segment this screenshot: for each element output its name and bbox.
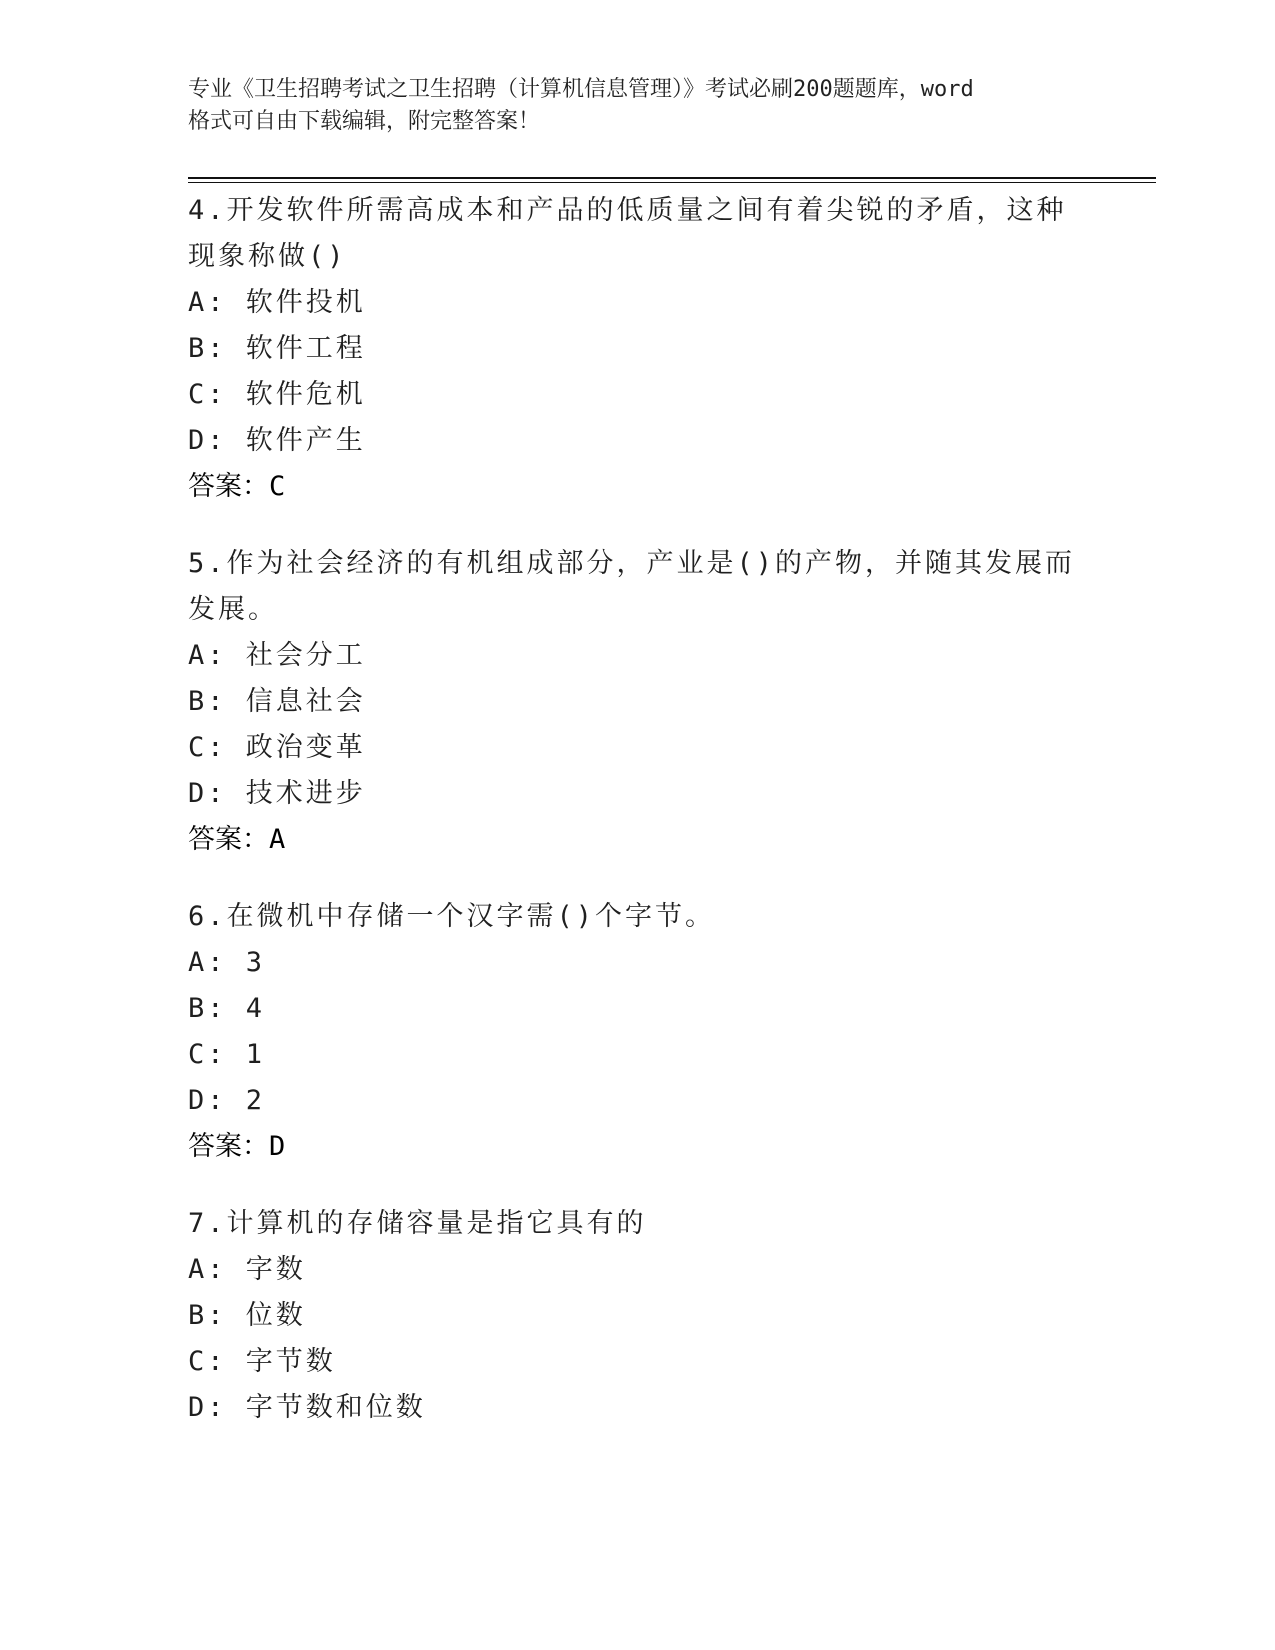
option-a: A: 软件投机 [188, 287, 366, 318]
option-b: B: 信息社会 [188, 686, 366, 717]
answer-value: A [269, 824, 286, 855]
option-d: D: 字节数和位数 [188, 1392, 426, 1423]
option-d: D: 2 [188, 1085, 266, 1116]
option-c: C: 字节数 [188, 1346, 336, 1377]
option-c: C: 软件危机 [188, 379, 366, 410]
question-7 [188, 1201, 1088, 1431]
question-4 [188, 188, 1088, 510]
answer-label: 答案： [188, 1131, 269, 1162]
question-stem: 4.开发软件所需高成本和产品的低质量之间有着尖锐的矛盾，这种现象称做() [188, 195, 1067, 272]
option-a: A: 社会分工 [188, 640, 366, 671]
option-b: B: 软件工程 [188, 333, 366, 364]
answer-label: 答案： [188, 824, 269, 855]
question-5 [188, 541, 1088, 863]
option-a: A: 3 [188, 947, 266, 978]
header-line-1: 专业《卫生招聘考试之卫生招聘（计算机信息管理）》考试必刷200题题库，word [188, 77, 974, 102]
question-list [188, 188, 1088, 1462]
header-divider [188, 177, 1156, 179]
question-stem: 7.计算机的存储容量是指它具有的 [188, 1208, 647, 1239]
option-b: B: 位数 [188, 1300, 306, 1331]
option-c: C: 政治变革 [188, 732, 366, 763]
option-d: D: 软件产生 [188, 425, 366, 456]
answer-line [188, 464, 1088, 510]
answer-value: D [269, 1131, 286, 1162]
question-stem: 5.作为社会经济的有机组成部分，产业是()的产物，并随其发展而发展。 [188, 548, 1076, 625]
header-divider-thin [188, 182, 1156, 183]
answer-line [188, 817, 1088, 863]
question-6 [188, 894, 1088, 1170]
header-line-2: 格式可自由下载编辑，附完整答案！ [188, 109, 541, 134]
option-d: D: 技术进步 [188, 778, 366, 809]
answer-line [188, 1124, 1088, 1170]
question-stem: 6.在微机中存储一个汉字需()个字节。 [188, 901, 716, 932]
option-c: C: 1 [188, 1039, 266, 1070]
answer-label: 答案： [188, 471, 269, 502]
option-b: B: 4 [188, 993, 266, 1024]
answer-value: C [269, 471, 286, 502]
option-a: A: 字数 [188, 1254, 306, 1285]
document-header [188, 74, 1088, 138]
